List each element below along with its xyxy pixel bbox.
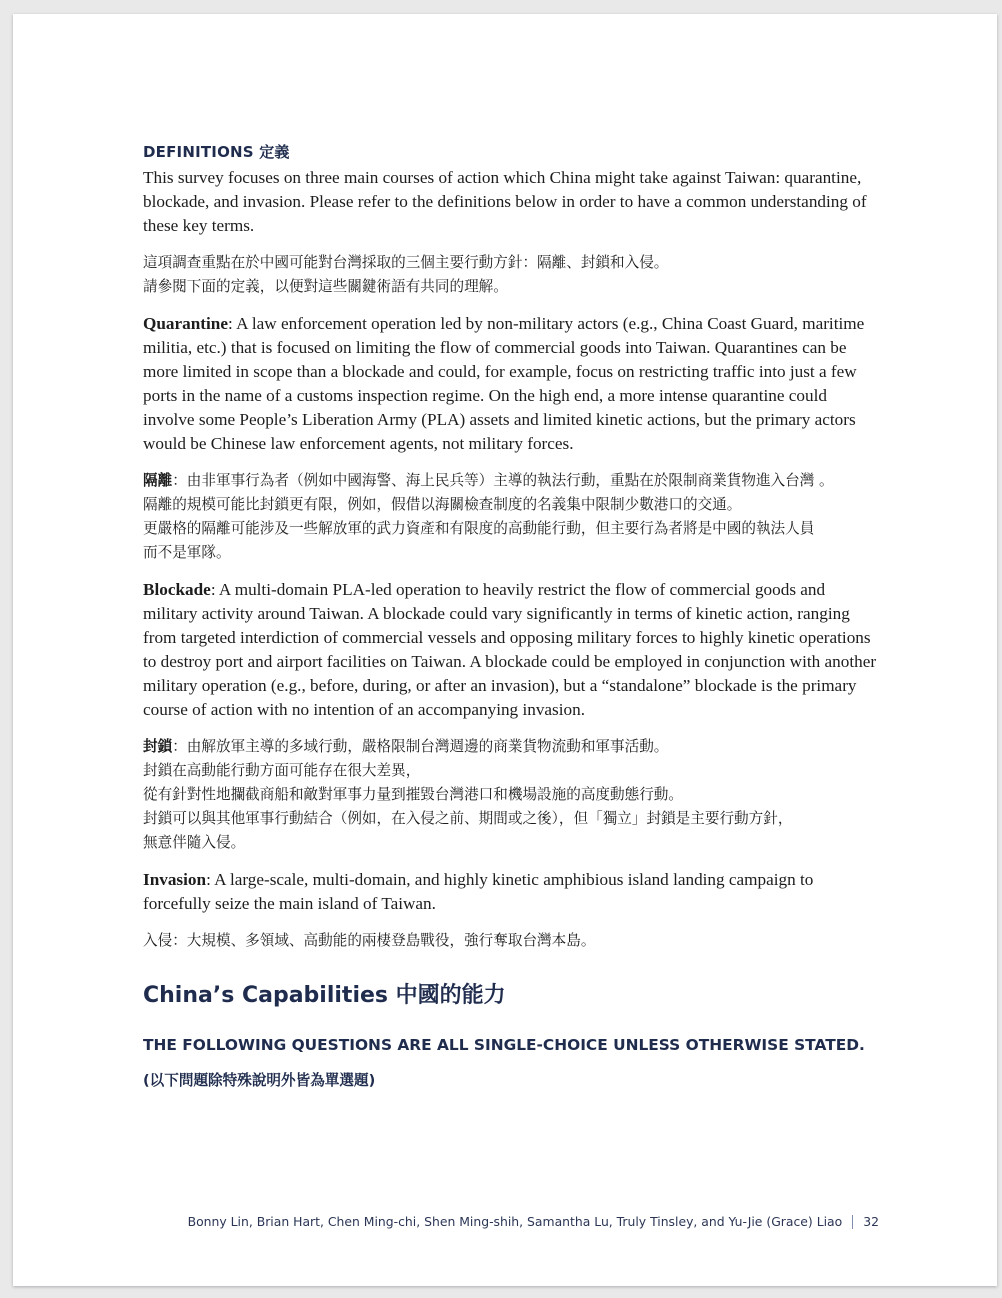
- blockade-definition-zh-line-2: 封鎖在高動能行動方面可能存在很大差異，: [143, 762, 421, 779]
- blockade-term-en: Blockade: [143, 580, 211, 599]
- footer-authors: Bonny Lin, Brian Hart, Chen Ming-chi, Shen Ming-shih, Samantha Lu, Truly Tinsley, and Yu-Jie (Grace) Liao: [187, 1214, 843, 1229]
- page-number: 32: [863, 1214, 879, 1229]
- single-choice-instruction-en: THE FOLLOWING QUESTIONS ARE ALL SINGLE-CHOICE UNLESS OTHERWISE STATED.: [143, 1036, 865, 1054]
- definitions-intro-zh-line-2: 請參閱下面的定義，以便對這些關鍵術語有共同的理解。: [143, 278, 508, 295]
- definitions-intro-en: This survey focuses on three main courses of action which China might take against Taiwan: quarantine, blockade, and invasion. Please refer to the definitions below in order to have a common understanding of these key terms.: [143, 168, 867, 235]
- quarantine-definition-zh-line-4: 而不是軍隊。: [143, 544, 231, 561]
- invasion-term-en: Invasion: [143, 870, 207, 889]
- single-choice-instruction-zh: (以下問題除特殊說明外皆為單選題): [143, 1072, 376, 1089]
- blockade-text-zh-1: ：由解放軍主導的多域行動，嚴格限制台灣週邊的商業貨物流動和軍事活動。: [172, 738, 669, 755]
- quarantine-definition-zh-line-2: 隔離的規模可能比封鎖更有限，例如，假借以海關檢查制度的名義集中限制少數港口的交通。: [143, 496, 742, 513]
- blockade-term-zh: 封鎖: [143, 738, 173, 755]
- blockade-definition-zh-line-1: [143, 735, 878, 759]
- document-page: [13, 14, 997, 1286]
- blockade-definition-en: [143, 578, 878, 722]
- definitions-intro-zh-line-1: 這項調查重點在於中國可能對台灣採取的三個主要行動方針：隔離、封鎖和入侵。: [143, 254, 669, 271]
- page-footer: [188, 1214, 879, 1229]
- quarantine-term-zh: 隔離: [143, 472, 173, 489]
- quarantine-text-zh-1: ：由非軍事行為者（例如中國海警、海上民兵等）主導的執法行動，重點在於限制商業貨物進入台灣 。: [172, 472, 834, 489]
- blockade-text-en: : A multi-domain PLA-led operation to heavily restrict the flow of commercial goods and military activity around Taiwan. A blockade could vary significantly in terms of kinetic action, ranging from targeted interdiction of commercial vessels and opposing military forces to highly kinetic operations to destroy port and airport facilities on Taiwan. A blockade could be employed in conjunction with another military operation (e.g., before, during, or after an invasion), but a “standalone” blockade is the primary course of action with no intention of an accompanying invasion.: [143, 580, 877, 719]
- quarantine-text-en: : A law enforcement operation led by non-military actors (e.g., China Coast Guard, maritime militia, etc.) that is focused on limiting the flow of commercial goods into Taiwan. Quarantines can be more limited in scope than a blockade and could, for example, focus on restricting traffic into just a few ports in the name of a customs inspection regime. On the high end, a more intense quarantine could involve some People’s Liberation Army (PLA) assets and limited kinetic actions, but the primary actors would be Chinese law enforcement agents, not military forces.: [143, 314, 865, 453]
- definitions-heading: DEFINITIONS 定義: [143, 143, 290, 161]
- quarantine-term-en: Quarantine: [143, 314, 228, 333]
- blockade-definition-zh-line-5: 無意伴隨入侵。: [143, 834, 246, 851]
- capabilities-heading: China’s Capabilities 中國的能力: [143, 983, 506, 1008]
- quarantine-definition-zh-line-1: [143, 469, 878, 493]
- invasion-definition-zh: 入侵：大規模、多領域、高動能的兩棲登島戰役，強行奪取台灣本島。: [143, 932, 596, 949]
- invasion-definition-en: [143, 868, 878, 916]
- quarantine-definition-zh-line-3: 更嚴格的隔離可能涉及一些解放軍的武力資產和有限度的高動能行動，但主要行為者將是中國的執法人員: [143, 520, 815, 537]
- blockade-definition-zh-line-4: 封鎖可以與其他軍事行動結合（例如，在入侵之前、期間或之後），但「獨立」封鎖是主要行動方針，: [143, 810, 793, 827]
- footer-divider: [852, 1215, 853, 1229]
- blockade-definition-zh-line-3: 從有針對性地攔截商船和敵對軍事力量到摧毀台灣港口和機場設施的高度動態行動。: [143, 786, 683, 803]
- page-content: [143, 142, 878, 1091]
- invasion-text-en: : A large-scale, multi-domain, and highly kinetic amphibious island landing campaign to forcefully seize the main island of Taiwan.: [143, 870, 814, 913]
- quarantine-definition-en: [143, 312, 878, 456]
